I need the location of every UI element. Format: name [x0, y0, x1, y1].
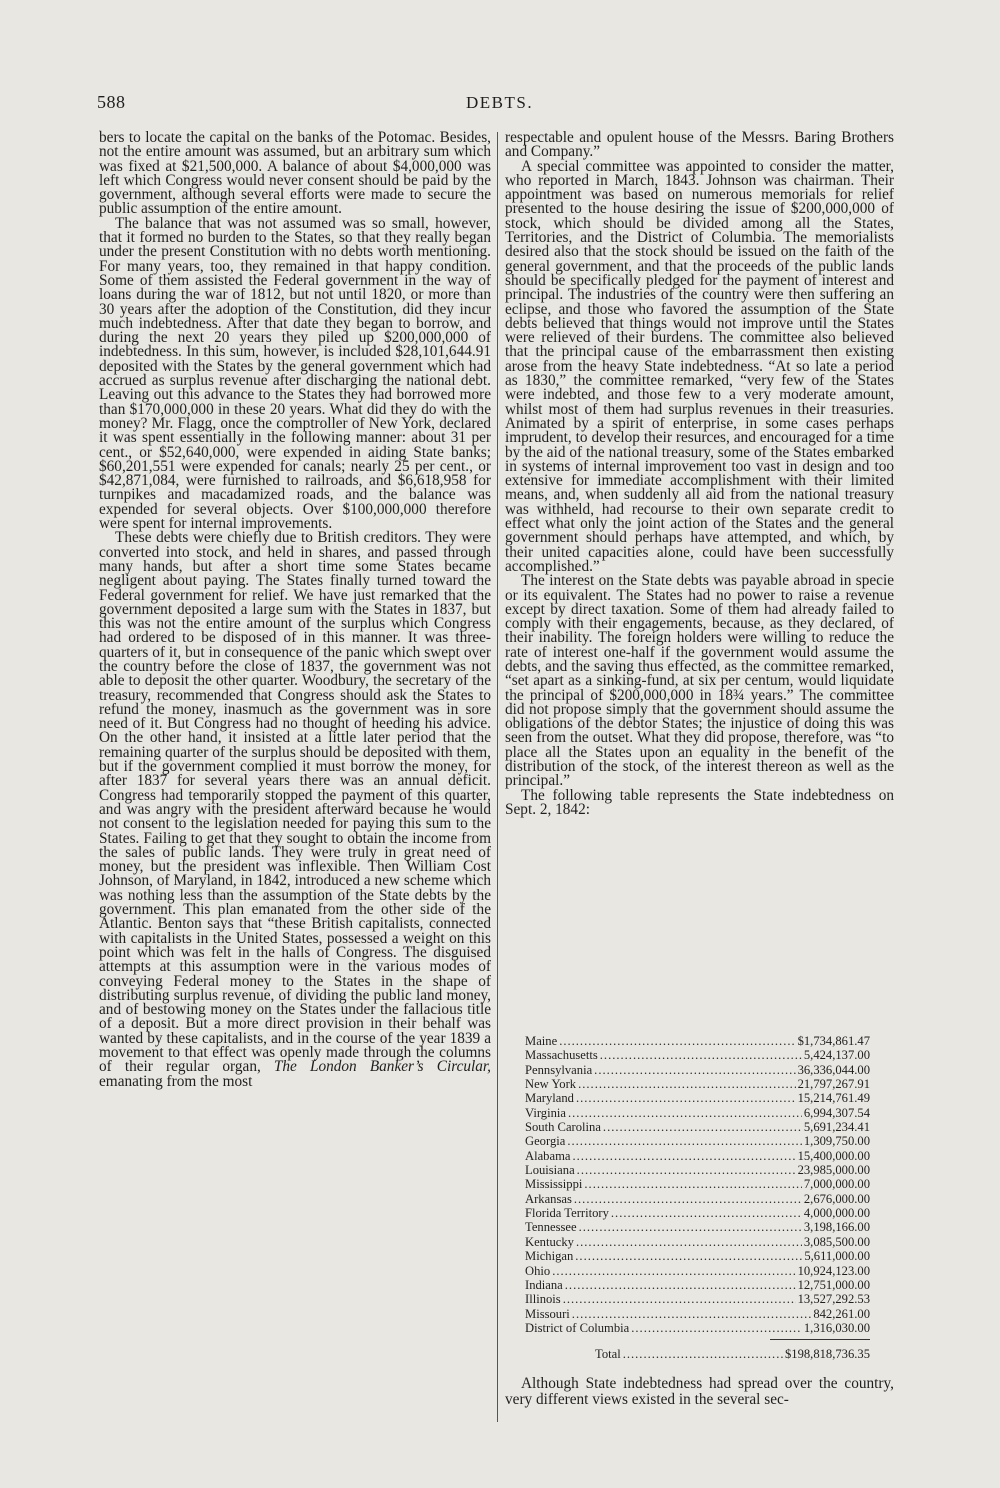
debt-amount: 1,309,750.00 — [803, 1134, 870, 1149]
debt-amount: $1,734,861.47 — [797, 1034, 870, 1048]
sum-rule — [770, 1339, 870, 1340]
debt-amount: 36,336,044.00 — [797, 1062, 870, 1077]
leader-dots — [572, 1307, 812, 1321]
state-name: Louisiana — [525, 1163, 575, 1178]
debt-amount: 842,261.00 — [813, 1306, 870, 1321]
table-row — [525, 1321, 870, 1335]
paragraph: A special committee was appointed to consider the matter, who reported in March, 1843. Johnson was chairman. Their appointment was based on numerous memorials for relief presented to the house desiring the issue of $200,000,000 of stock, which should be divided among all the States, Territories, and the District of Columbia. The memorialists desired also that the stock should be issued on the faith of the general government, and that the proceeds of the public lands should be specifically pledged for the payment of interest and principal. The industries of the country were then suffering an eclipse, and those who favored the assumption of the State debts believed that things would not improve until the States were relieved of their burdens. The committee also believed that the principal cause of the embarrassment then existing arose from the heavy State indebtedness. “At so late a period as 1830,” the committee remarked, “very few of the States were indebted, and those few to a very moderate amount, whilst most of them had surplus revenues in their treasuries. Animated by a spirit of enterprise, in some cases perhaps imprudent, to develop their resurces, and encouraged for a time by the aid of the national treasury, some of the States embarked in systems of internal improvement too vast in design and too extensive for immediate accomplishment with their limited means, and, when suddenly all aid from the national treasury was withheld, had recourse to their own separate credit to effect what only the joint action of the States and the general government should perhaps have attempted, and which, by their united capacities alone, could have been successfully accomplished.” — [505, 157, 894, 575]
running-title: DEBTS. — [466, 93, 534, 112]
table-row — [525, 1220, 870, 1234]
state-name: Maryland — [525, 1091, 574, 1106]
table-row — [525, 1292, 870, 1306]
paragraph: Although State indebtedness had spread over the country, very different views existed in the several sec- — [505, 1375, 894, 1408]
table-row — [525, 1192, 870, 1206]
closing-text — [505, 1376, 894, 1408]
state-name: Arkansas — [525, 1191, 572, 1206]
leader-dots — [603, 1120, 802, 1134]
leader-dots — [576, 1091, 796, 1105]
debt-amount: 10,924,123.00 — [797, 1263, 870, 1278]
leader-dots — [584, 1177, 801, 1191]
debt-amount: 5,691,234.41 — [803, 1120, 870, 1135]
leader-dots — [559, 1034, 795, 1048]
state-name: Massachusetts — [525, 1048, 598, 1063]
leader-dots — [600, 1048, 802, 1062]
leader-dots — [574, 1192, 802, 1206]
column-divider — [497, 132, 498, 1422]
paragraph-end: emanating from the most — [99, 1072, 253, 1090]
debt-amount: 5,611,000.00 — [804, 1249, 870, 1264]
debt-amount: 4,000,000.00 — [803, 1206, 870, 1221]
leader-dots — [565, 1278, 796, 1292]
page-number: 588 — [97, 92, 126, 112]
leader-dots — [611, 1206, 802, 1220]
state-name: New York — [525, 1077, 577, 1092]
state-name: District of Columbia — [525, 1320, 630, 1335]
debt-amount: 5,424,137.00 — [803, 1048, 870, 1063]
debt-amount: 15,214,761.49 — [797, 1091, 870, 1106]
debt-amount: 6,994,307.54 — [803, 1105, 870, 1120]
table-row — [525, 1048, 870, 1062]
state-name: Alabama — [525, 1148, 571, 1163]
table-row — [525, 1149, 870, 1163]
leader-dots — [552, 1264, 795, 1278]
debt-amount: 2,676,000.00 — [803, 1191, 870, 1206]
leader-dots — [575, 1249, 802, 1263]
debt-amount: 3,085,500.00 — [803, 1234, 870, 1249]
debt-amount: 1,316,030.00 — [803, 1320, 870, 1335]
state-name: Ohio — [525, 1263, 551, 1278]
table-row — [525, 1091, 870, 1105]
state-name: Georgia — [525, 1134, 566, 1149]
debt-amount: 7,000,000.00 — [803, 1177, 870, 1192]
leader-dots — [568, 1106, 802, 1120]
state-name: South Carolina — [525, 1120, 601, 1135]
leader-dots — [631, 1321, 802, 1335]
table-row — [525, 1077, 870, 1091]
table-row — [525, 1134, 870, 1148]
paragraph-text: These debts were chiefly due to British creditors. They were converted into stock, and held in shares, and passed through many hands, but after a short time some States became negligent about paying. The States finally turned toward the Federal government for relief. We have just remarked that the government deposited a large sum with the States in 1837, but this was not the entire amount of the surplus which Congress had ordered to be disposed of in this manner. It was three-quarters of it, but in consequence of the panic which swept over the country before the close of 1837, the government was not able to deposit the other quarter. Woodbury, the secretary of the treasury, recommended that Congress should ask the States to refund the money, inasmuch as the government was in sore need of it. But Congress had no thought of heeding his advice. On the other hand, it insisted at a little later period that the remaining quarter of the surplus should be deposited with them, but if the government complied it must borrow the money, for after 1837 for several years there was an annual deficit. Congress had temporarily stopped the payment of this quarter, and was angry with the president afterward because he would not consent to the legislation needed for paying this sum to the States. Failing to get that they sought to obtain the income from the sales of public lands. They were truly in great need of money, but the president was inflexible. Then William Cost Johnson, of Maryland, in 1842, introduced a new scheme which was nothing less than the assumption of the State debts by the government. This plan emanated from the other side of the Atlantic. Benton says that “these British capitalists, connected with capitalists in the United States, possessed a weight on this point which was felt in the halls of Congress. The disguised attempts at this assumption were in the various modes of conveying Federal money to the States in the shape of distributing surplus revenue, of dividing the public land money, and of bestowing money on the States under the fallacious title of a deposit. But a more direct provision in their behalf was wanted by these capitalists, and in the course of the year 1839 a movement to that effect was openly made through the columns of their regular organ, — [99, 529, 491, 1076]
leader-dots — [572, 1149, 795, 1163]
debt-amount: 23,985,000.00 — [797, 1163, 870, 1178]
leader-dots — [594, 1063, 795, 1077]
state-debt-table — [525, 1034, 870, 1362]
left-column — [99, 131, 491, 1089]
table-row — [525, 1249, 870, 1263]
state-name: Tennessee — [525, 1220, 577, 1235]
debt-amount: 21,797,267.91 — [797, 1077, 870, 1092]
table-row — [525, 1063, 870, 1077]
table-row — [525, 1264, 870, 1278]
leader-dots — [577, 1163, 796, 1177]
leader-dots — [579, 1220, 802, 1234]
table-row — [525, 1278, 870, 1292]
state-name: Mississippi — [525, 1177, 583, 1192]
table-row — [525, 1177, 870, 1191]
leader-dots — [563, 1292, 796, 1306]
table-row — [525, 1106, 870, 1120]
state-name: Florida Territory — [525, 1206, 609, 1221]
debt-amount: 15,400,000.00 — [797, 1148, 870, 1163]
state-name: Kentucky — [525, 1234, 574, 1249]
state-name: Pennsylvania — [525, 1062, 593, 1077]
right-column — [505, 131, 894, 817]
table-row — [525, 1206, 870, 1220]
leader-dots — [623, 1347, 783, 1361]
state-name: Michigan — [525, 1249, 574, 1264]
paragraph: The interest on the State debts was payable abroad in specie or its equivalent. The States had no power to raise a revenue except by direct taxation. Some of them had already failed to comply with their engagements, because, as they declared, of their inability. The foreign holders were willing to reduce the rate of interest one-half if the government would assume the debts, and the saving thus effected, as the committee remarked, “set apart as a sinking-fund, at six per centum, would liquidate the principal of $200,000,000 in 18¾ years.” The committee did not propose simply that the government should assume the obligations of the debtor States; the injustice of doing this was seen from the outset. What they did propose, therefore, was “to place all the States upon an equality in the benefit of the distribution of the stock, of the interest thereon as well as the principal.” — [505, 572, 894, 790]
table-body — [525, 1034, 870, 1335]
paragraph — [99, 531, 491, 1089]
publication-title: The London Banker’s Circular, — [273, 1058, 491, 1076]
leader-dots — [578, 1077, 795, 1091]
debt-amount: 13,527,292.53 — [797, 1292, 870, 1307]
debt-amount: 12,751,000.00 — [797, 1277, 870, 1292]
debt-amount: 3,198,166.00 — [803, 1220, 870, 1235]
leader-dots — [576, 1235, 802, 1249]
table-row — [525, 1034, 870, 1048]
state-name: Maine — [525, 1034, 558, 1048]
state-name: Illinois — [525, 1292, 561, 1307]
table-row — [525, 1307, 870, 1321]
total-row — [525, 1347, 870, 1361]
total-label: Total — [595, 1347, 621, 1362]
table-row — [525, 1163, 870, 1177]
state-name: Indiana — [525, 1277, 563, 1292]
table-row — [525, 1235, 870, 1249]
leader-dots — [567, 1134, 802, 1148]
paragraph: The balance that was not assumed was so small, however, that it formed no burden to the States, so that they really began under the present Constitution with no debts worth mentioning. For many years, too, they remained in that happy condition. Some of them assisted the Federal government in the way of loans during the war of 1812, but not until 1820, or more than 30 years after the adoption of the Constitution, did they incur much indebtedness. After that date they began to borrow, and during the next 20 years they piled up $200,000,000 of indebtedness. In this sum, however, is included $28,101,644.91 deposited with the States by the general government which had accrued as surplus revenue after discharging the national debt. Leaving out this advance to the States they had borrowed more than $170,000,000 in these 20 years. What did they do with the money? Mr. Flagg, once the comptroller of New York, declared it was spent essentially in the following manner: about 31 per cent., or $52,640,000, were expended in aiding State banks; $60,201,551 were expended for canals; nearly 25 per cent., or $42,871,084, were furnished to railroads, and $6,618,958 for turnpikes and macadamized roads, and the balance was expended for several objects. Over $100,000,000 therefore were spent for internal improvements. — [99, 214, 491, 533]
total-amount: $198,818,736.35 — [784, 1347, 870, 1362]
paragraph: The following table represents the State indebtedness on Sept. 2, 1842: — [505, 786, 894, 818]
paragraph: bers to locate the capital on the banks of the Potomac. Besides, not the entire amount was assumed, but an arbitrary sum which was fixed at $21,500,000. A balance of about $4,000,000 was left which Congress would never consent should be paid by the government, although several efforts were made to secure the public assumption of the entire amount. — [99, 129, 491, 218]
state-name: Missouri — [525, 1306, 570, 1321]
state-name: Virginia — [525, 1105, 566, 1120]
table-row — [525, 1120, 870, 1134]
paragraph: respectable and opulent house of the Messrs. Baring Brothers and Company.” — [505, 129, 894, 161]
